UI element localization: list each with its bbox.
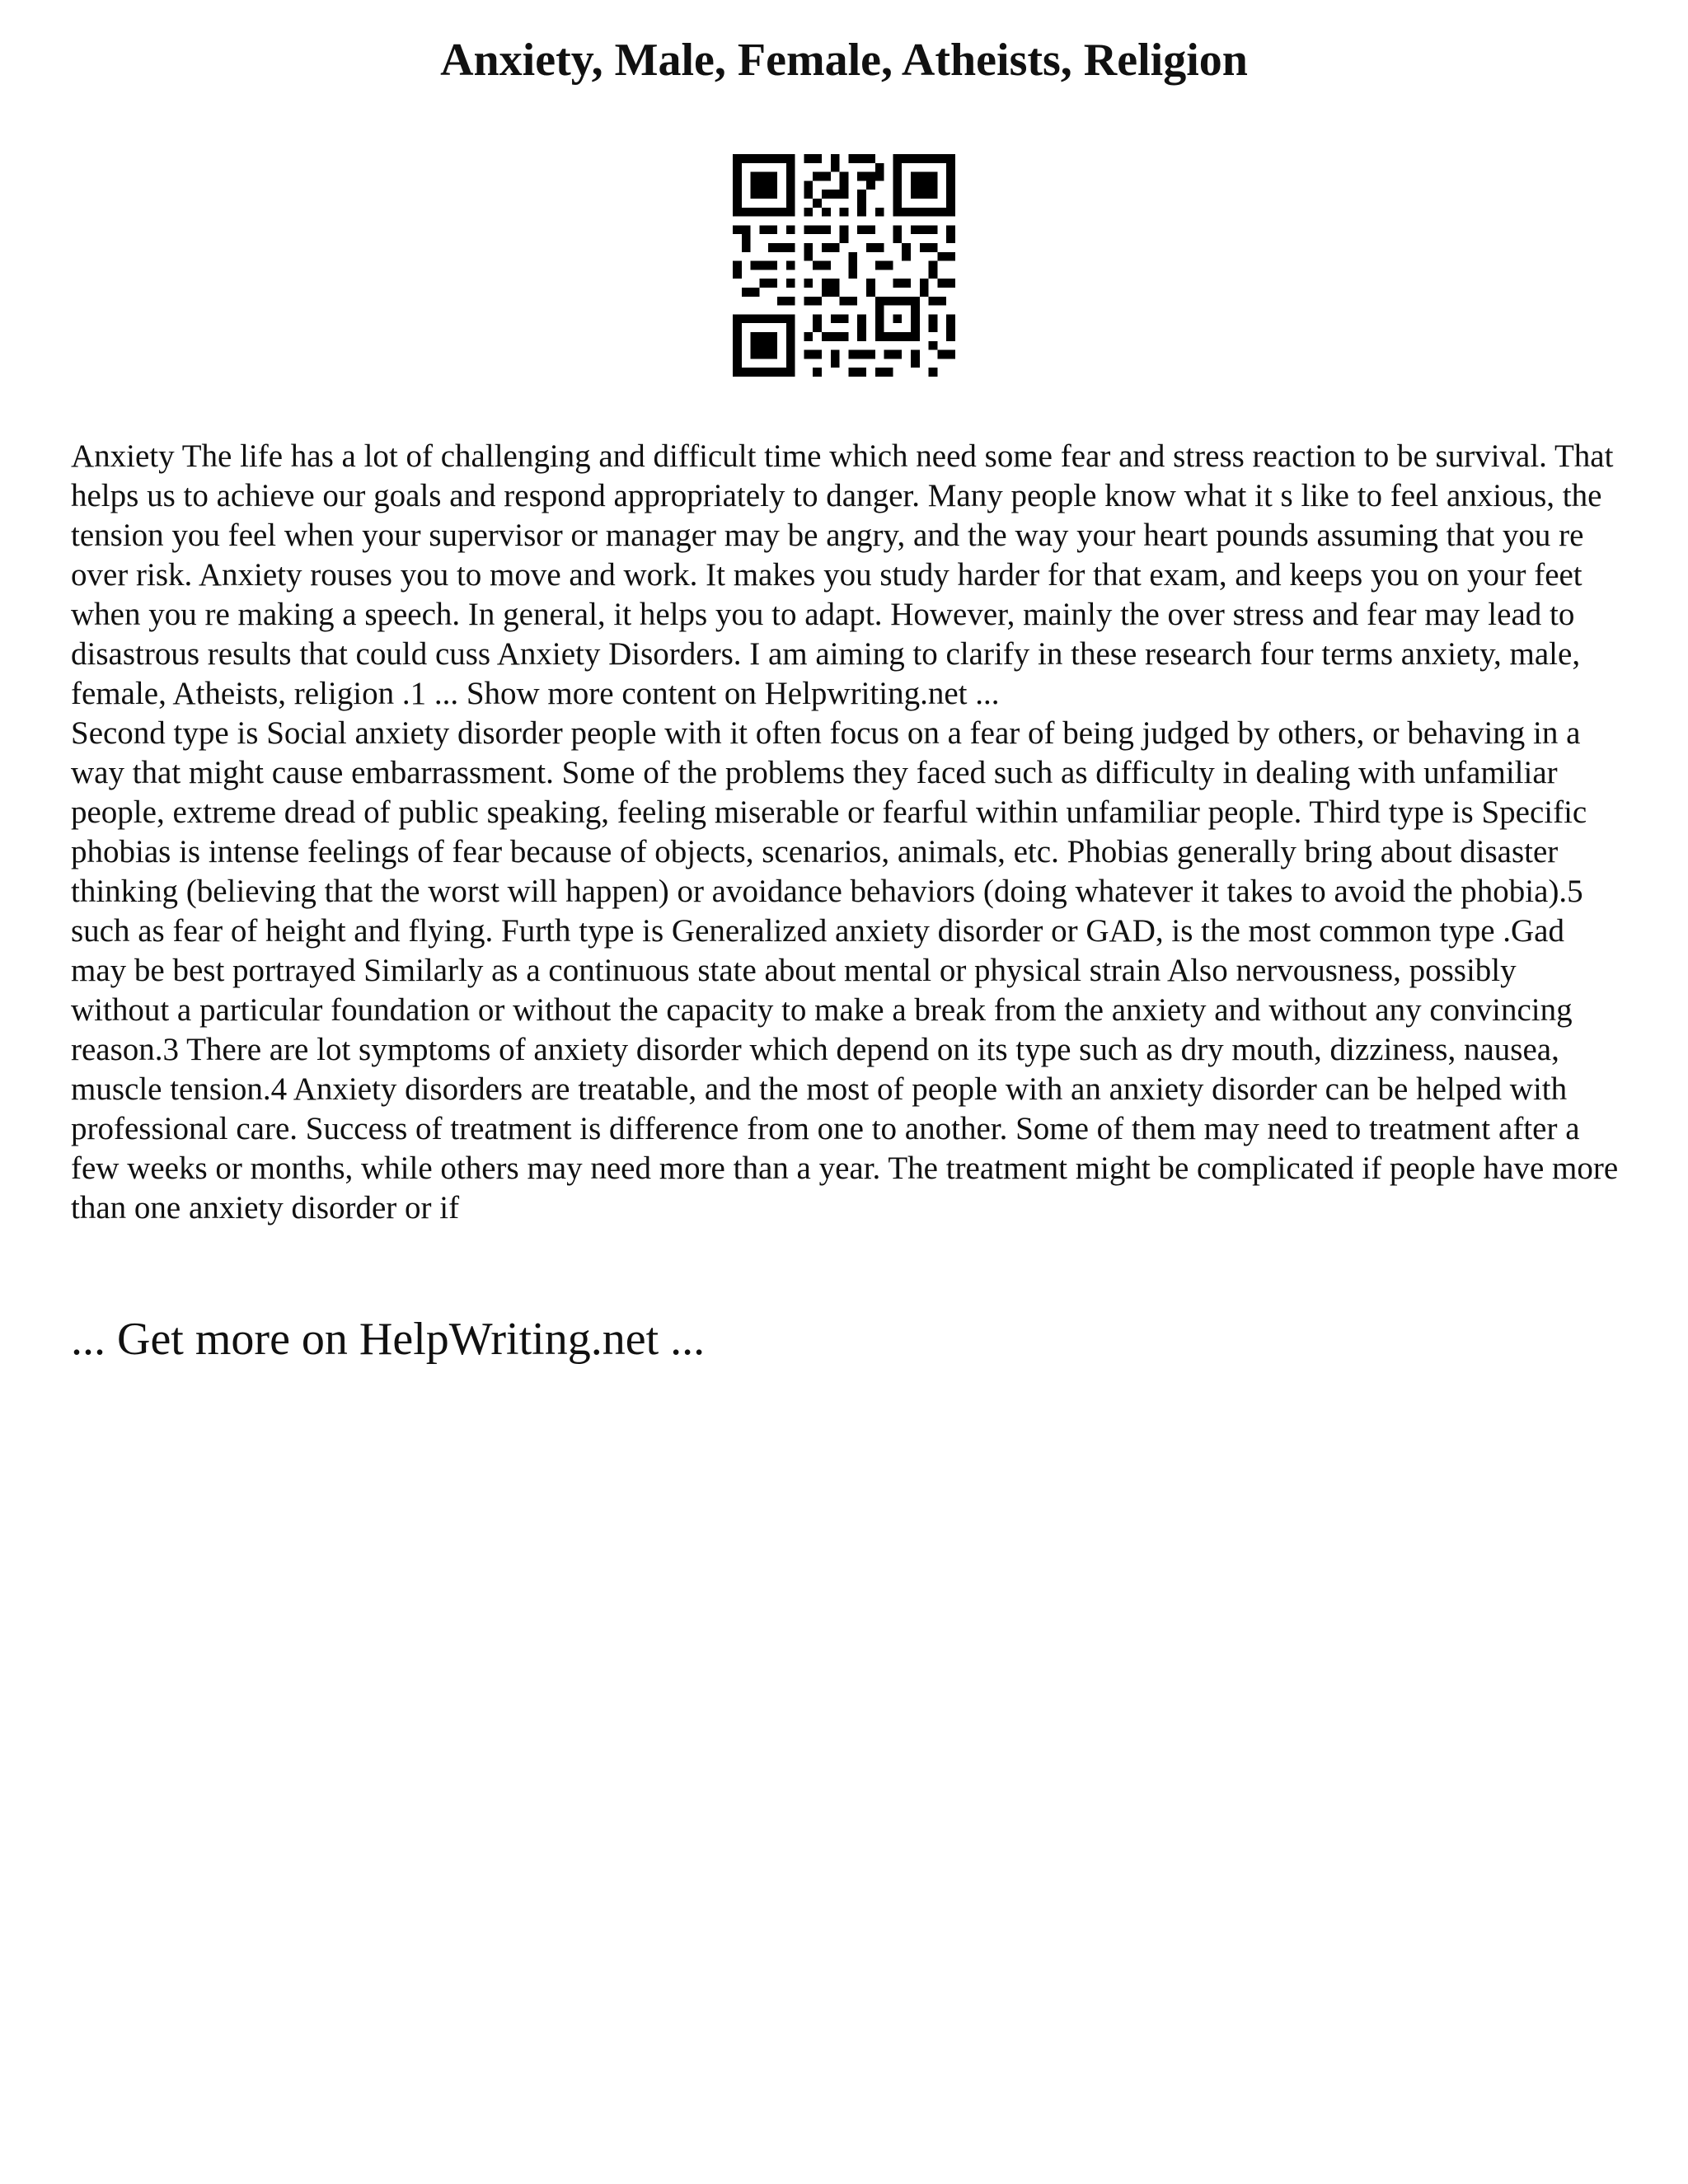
article-body xyxy=(71,437,1620,1228)
document-title: Anxiety, Male, Female, Atheists, Religion xyxy=(440,35,1248,86)
qr-code-icon xyxy=(733,154,955,377)
get-more-link[interactable]: ... Get more on HelpWriting.net ... xyxy=(71,1314,706,1365)
paragraph-1: Anxiety The life has a lot of challenging and difficult time which need some fear and stress reaction to be survival. That helps us to achieve our goals and respond appropriately to danger. Many people know what it s like to feel anxious, the tension you feel when your supervisor or manager may be angry, and the way your heart pounds assuming that you re over risk. Anxiety rouses you to move and work. It makes you study harder for that exam, and keeps you on your feet when you re making a speech. In general, it helps you to adapt. However, mainly the over stress and fear may lead to disastrous results that could cuss Anxiety Disorders. I am aiming to clarify in these research four terms anxiety, male, female, Atheists, religion .1 ... Show more content on Helpwriting.net ... xyxy=(71,438,1614,711)
paragraph-2: Second type is Social anxiety disorder people with it often focus on a fear of being judged by others, or behaving in a way that might cause embarrassment. Some of the problems they faced such as difficulty in dealing with unfamiliar people, extreme dread of public speaking, feeling miserable or fearful within unfamiliar people. Third type is Specific phobias is intense feelings of fear because of objects, scenarios, animals, etc. Phobias generally bring about disaster thinking (believing that the worst will happen) or avoidance behaviors (doing whatever it takes to avoid the phobia).5 such as fear of height and flying. Furth type is Generalized anxiety disorder or GAD, is the most common type .Gad may be best portrayed Similarly as a continuous state about mental or physical strain Also nervousness, possibly without a particular foundation or without the capacity to make a break from the anxiety and without any convincing reason.3 There are lot symptoms of anxiety disorder which depend on its type such as dry mouth, dizziness, nausea, muscle tension.4 Anxiety disorders are treatable, and the most of people with an anxiety disorder can be helped with professional care. Success of treatment is difference from one to another. Some of them may need to treatment after a few weeks or months, while others may need more than a year. The treatment might be complicated if people have more than one anxiety disorder or if xyxy=(71,715,1619,1226)
